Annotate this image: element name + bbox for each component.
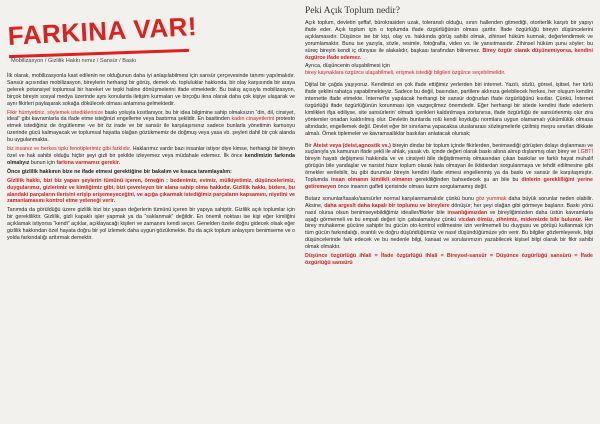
highlight-text: LGBTİ [577,149,593,156]
title-block [6,11,295,70]
bold-text: kendimizin farkında olmalıyız [7,152,295,166]
paragraph-text: Açık toplum, devletin şeffaf, bürokrasiden uzak, toleranslı olduğu, sınırı hallenden gitmediği, otoriterlik karşıtı bir yapıyı ifade eder. Açık toplum için o toplumda ifade özgürlüğünün olması şarttır. İfade özgürlüğü bireyin düşüncelerini açıklamasıdır. Düşünce ise bir kişi, olay vs. hakkında görüş sahibi olmak, zihinsel hüküm kurmak, değerlendirmek ve yorumlamaktır. Bunu ise yazıyla, sözle, resimle, fotoğrafla, video vs. ile yansıtmasıdır. Zihinsel hüküm şunu söyler; bu süreç bireyin kendi iç dünyası ile alakalıdır, başkası tarafından bilinemez. [305,20,593,54]
highlight-text: Fikir hürriyetiniz, söylemek istediklerinize [7,109,104,116]
page-title: FARKINA VAR! [6,11,198,51]
highlight-text: birey kaynaklara özgürce ulaşabilmeli, erişmek istediği bilgileri özgürce seçebilmelidir. [305,70,506,77]
section-heading: Önce gizlilik hakkının bize ne ifade etmesi gerektiğine bir bakalım ve kısaca tanımlayalım: [7,168,232,175]
highlight-text: kadın cinayetlerini [231,116,275,123]
paragraph-text: bireyin dindar bir toplum içinde fikirlerden, benimsediği görüşten dolayı dışlanması ve suçlanıyla ya kamunun ifade şekli ile ahlak, yasak vb. içinde değeri olarak baskı altına alınıp dışlanmış olan birey ve [305,142,594,156]
paragraph-text: protesto etmek istediğiniz de örgütlenme -ve bir öz irade ve bir sansür ile karşılaşırsınız sadece bunlarla yönetimin kamuoyu üzerinde gücü kalmayacak ve toplumsal hayatta olağan gözükmemiz de doğmuş veya yasa vb. şeyleri dahil bir çok alanda bu uygulanmakta. [7,116,295,144]
paragraph [305,20,593,61]
left-column [6,11,296,244]
subtitle: Mobilizasyon / Gizlilik Hakkı nımız / Sansür / Baskı [11,58,137,64]
paragraph: Tanımda da görüldüğü üzere gizlilik bizi biz yapan değerlerin tümünü içeren bir yapıya sahiptir. Gizlilik açık toplumlar için bir gerekliliktir. Gizlilik, gizli kapaklı işler yapmak ya da “saklanmak” değildir. En önemli noktası ise kişi eğer kimliğini açıklamak istiyorsa “kendi” açıklar, açıklayacağı kişileri ve zamanını kendi seçer. Genelden özele doğru gidecek olsak eğer gizlilik hakkından özel hayata doğru bir yol izlemek daha uygun gözükmekte. Bu da açık toplum anlayışını benimseme ve o yolda farkındalığı arttırmak demektir. [7,207,295,241]
paragraph [7,110,295,145]
paragraph-text: baskı yoluyla kısıtlanıyor, bu bir idea bilgimine sahip olmaksızın “din, dil, cinsiyet, ideal” gibi kavramlarla da ifade etme isteğinizi engelleme veya bastırma şeklidir. En basitinden [7,109,296,123]
paragraph-text: İlk olarak, mobilizasyonla kast edilenin ne olduğunun daha iyi anlaşılabilmesi için sansür çerçevesinde tanımı yapılmalıdır. Sansür açısından mobilizasyon, bireylerin herhangi bir görüş, demek vb. topluluklar hakkında, bir olay karşısında bir araya gelerek potansiyel toplumsal bir hareket ve tepki haline dönüşmelerini ifade etmektedir. Bu bakış açısıyla mobilizasyon, birçok bireyin sosyal medya üzerinde aynı konularda iletişim kurmaları ve birçoğu ikna olarak daha çok kişiye ulaşarak ve aynı fikirleri paylaşarak sokağa dökülecek olması anlamına gelmektedir. [7,73,295,107]
paragraph-text: Her birey muhakeme gücüne sahiptir bu gücün oto-kontrol edilmesine izin verilmemeli bu duygusu ve görüşü kullanmak için tüm gücün farkındalığı, orantılı ve doğru düşündüğümüz ve nasıl düşündüğümüze yön verir. Bu bilgiler gözlemleyerek, bilgi düşüncelerinde fark edecek ve bu nedenle bilgi, kanaat ve sorularımızın yazabilecek kişisel bilgi olarak bir fikir sahibi olmak olmaktır. [305,216,593,251]
highlight-text: Gizlilik hakkı, bizi biz yapan şeylerin tümünü içeren, örneğin : bedenimiz, evimiz, mülkiyetimiz, düşüncelerimiz, duygularımız, gizlerimiz ve kimliğimiz gibi, bizi çevreleyen bir alana sahip olma hakkıdır. Gizlilik hakkı, bizlere, bu alandaki parçaların [7,177,295,198]
highlight-text: dinlerin gereklilliğini yerine getiremeyen [305,177,593,190]
paragraph [7,146,295,167]
section-title: Peki Açık Toplum nedir? [305,6,400,16]
highlight-text: vicdan ölmüz, zihnimiz, midemizde bile bulunur. [458,216,583,223]
highlight-text: Ateist veya (deist,agnostik vs.) [313,142,391,149]
right-column [305,6,593,269]
conclusion: Düşünce özgürlüğü ihlali = İfade özgürlüğü ihlali = Bireysel-sansür = Düşünce özgürlüğü sansürü = İfade özgürlüğü sansürü [305,253,593,266]
paragraph-text: gerekliliğinden bahsedecek şu an bile bu [412,177,522,184]
paragraph: Bir Ateist veya (deist,agnostik vs.) bireyin dindar bir toplum içinde fikirlerden, benimsediği görüşten dolayı dışlanması ve suçlanıyla ya kamunun ifade şekli ile ahlak, yasak vb. içinde değeri olarak baskı altına alınıp dışlanmış olan birey ve LGBTİ bireyin hayatı değişmesi hakkında ve ve cinsiyeti bile değiştirmemiş olmasından çıkan baskılar ve farklı hayat muhalif görüşün bile yandaşlar ve narsist hazır toplum olarak hala olmayan ile iktidardan sorgulanmaya ve tehdit edilmesine gibi örnekler verilebilir, bu gibi durumlar bireyin kendini ifade etmesi engellenmiş ya da baskı ve sansür ile karşılaşmıştır. Toplumda insan olmanın kimlikli olmanın gerekliliğinden bahsedecek şu an bile bu dinlerin gereklilliğini yerine getiremeyen önce insanın gafleti içerisinde olması lazım sorgulamamış değil. [305,142,594,190]
paragraph-text: ve bireyliğimizden daha üstün kavramlarla aşağı görmemeli ve bu empati değeri için çabalamalıyız çünkü [305,209,593,223]
highlight-text: göz yummak [475,195,507,202]
highlight-text: Birey özgür olarak düşünemiyorsa, kendini özgürce ifade edemez. [305,47,593,61]
highlight-text: biz insanız ve herkes tıpkı fenotiplerimiz gibi farklıdır. [7,146,132,153]
title-underline [9,49,189,58]
paragraph: Dijital bir çağda yaşıyoruz. Kendimizi en çok ifade ettiğimiz yerlerden biri internet. Yazılı, sözlü, görsel, işitsel, her türlü ifade şeklini rahatça yapabilmekteyiz. Sadece bu değil, basından, partilere aklınıza gelebilecek herkes, her oluşum kendini internette ifade etmekte. İnternet'te yapılacak herhangi bir sansür doğrudan ifade özgürlüğünü kısıtlar. Çünkü, İnternet özgürlüğü ifade özgürlüğünün korunması için vazgeçilmez önemdedir. Eğer herhangi bir sitede kendini ifade ederlerin kimlikleri ifşa ediliyse, site sansürlerin' olmadı içerikleri kaldırılmaya zorlanırsa, ifade özgürlüğü de sansürlenmiş olur zira yöntemler onadan kaldırılmış olur. Devletin bunlarda rolü kendi koyduğu normlara uygun olamamalı yükümlülük olmasa altındadır, engellemek değil. Devlet eğer bir sınırlama yapacaksa uluslararası sözleşmelerle çizilmiş meşru sınırları dikkate almalı. Örnek tiplemeler ve kavramsallıklar baskıları anlatacak olursak; [305,82,593,137]
paragraph-text: bunun için [29,159,57,166]
highlight-text: daha argeslt daha kapalı bir toplumu ve bireylere [324,202,450,209]
definition [7,178,295,206]
paragraph-text: Ayrıca, düşüncenin oluşabilmesi için [305,63,390,70]
highlight-text: insan olmanın kimlikli olmanın [330,177,413,184]
paragraph [305,63,593,77]
paragraph-text: Haklarımız vardır bazı insanlar istiyor diye kimse, herhangi bir bireyin özel ve hak sahibi olduğu hiçbir şeyi gizli bir şekilde izleyemez veya müdahale edemez. İlk önce [7,146,295,159]
highlight-text: farkına varmamız gerekir. [56,159,121,166]
paragraph-text: önce insanın gafleti içerisinde olması lazım sorgulamamış değil. [336,183,488,190]
paragraph-text: dönüşür; her şeyi olağan gibi görmeye başlanır. Baskı yönü nasıl olursa olsun benimseyebildiğimiz idealler/fikirler bile [305,202,594,216]
paragraph-text: bireyin hayatı değişmesi hakkında ve ve cinsiyeti bile değiştirmemiş olmasından çıkan baskılar ve farklı hayat muhalif görüşün bile yandaşlar ve narsist hazır toplum olarak hala olmayan ile iktidardan sorgulanmaya ve tehdit edilmesine gibi örnekler verilebilir, bu gibi durumlar bireyin kendini ifade etmesi engellenmiş ya da baskı ve sansür ile karşılaşmıştır. Toplumda [305,156,593,184]
highlight-text: insanlığımızdan [447,209,488,216]
highlight-text: ilerisini erişip erişemeyeceğini, ve açığa çıkarmak istediğimiz parçaların kapsamını, niyetini ve zamanlamasını kontrol etme yeteneği verir. [7,191,295,205]
paragraph [305,196,593,251]
paragraph-text: daha büyük sorunlar neden olabilir. Aksine, [305,195,593,209]
paragraph-text: Butarz sonunlar/tasakı/sansürler normal karşılanmamalıdır çünkü bunu [305,195,476,202]
paragraph [7,73,295,108]
